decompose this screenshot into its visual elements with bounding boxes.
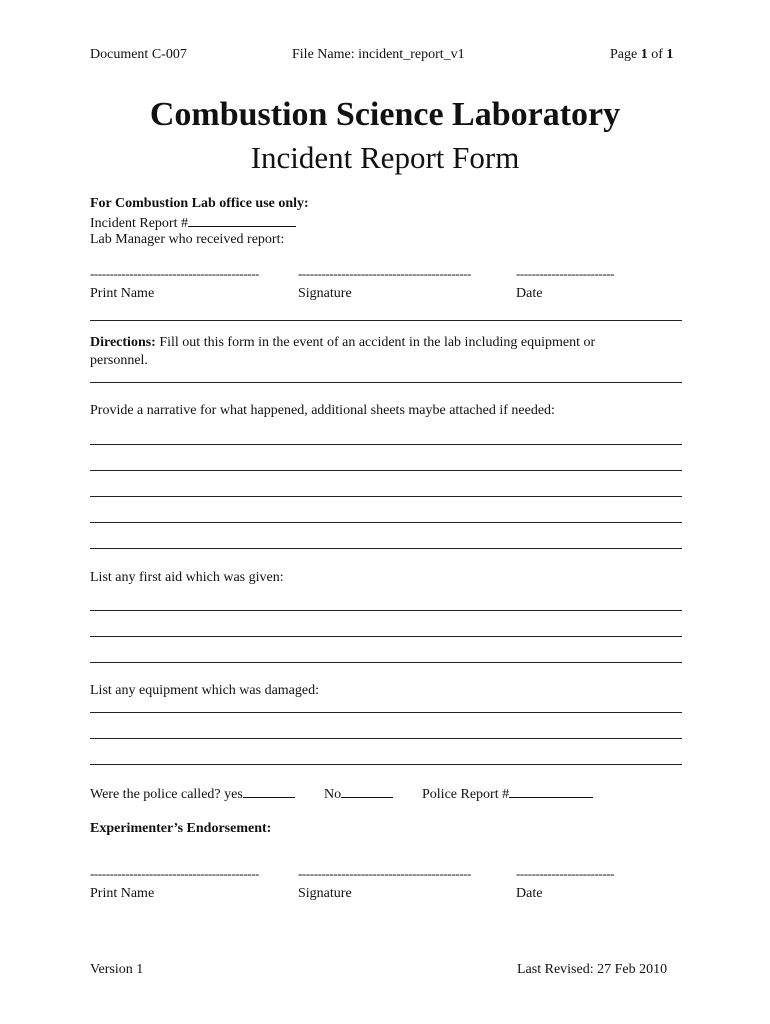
police-question: Were the police called? yes [90, 787, 243, 802]
office-use-heading: For Combustion Lab office use only: [90, 196, 309, 211]
narrative-line[interactable] [90, 444, 682, 445]
narrative-line[interactable] [90, 470, 682, 471]
date-dashes: ------------------------- [516, 866, 615, 881]
narrative-line[interactable] [90, 522, 682, 523]
directions-label: Directions: [90, 335, 156, 350]
police-yes-field[interactable] [243, 785, 295, 798]
equipment-line[interactable] [90, 738, 682, 739]
first-aid-prompt: List any first aid which was given: [90, 570, 284, 585]
directions-line1 [90, 335, 595, 351]
document-id: Document C-007 [90, 47, 187, 62]
date-label: Date [516, 886, 543, 901]
endorsement-heading: Experimenter’s Endorsement: [90, 821, 272, 836]
page-current: 1 [640, 47, 648, 62]
equipment-prompt: List any equipment which was damaged: [90, 683, 319, 698]
directions-line2: personnel. [90, 353, 148, 368]
police-report-label: Police Report # [422, 787, 510, 802]
signature-label: Signature [298, 286, 352, 301]
police-no-label: No [324, 787, 342, 802]
page-indicator [610, 47, 673, 63]
print-name-label: Print Name [90, 886, 155, 901]
narrative-line[interactable] [90, 548, 682, 549]
first-aid-line[interactable] [90, 636, 682, 637]
first-aid-line[interactable] [90, 610, 682, 611]
page-title: Combustion Science Laboratory [149, 96, 621, 133]
police-called-row [90, 785, 295, 803]
police-no-row [324, 785, 393, 803]
incident-report-label: Incident Report # [90, 216, 188, 231]
signature-dashes: -------------------------------------------- [298, 866, 471, 881]
last-revised: Last Revised: 27 Feb 2010 [517, 962, 668, 977]
police-report-field[interactable] [509, 785, 593, 798]
equipment-line[interactable] [90, 764, 682, 765]
incident-report-field[interactable] [188, 214, 296, 227]
police-no-field[interactable] [341, 785, 393, 798]
police-report-row [422, 785, 593, 803]
file-name: File Name: incident_report_v1 [292, 47, 465, 62]
directions-text: Fill out this form in the event of an accident in the lab including equipment or [155, 335, 596, 350]
date-label: Date [516, 286, 543, 301]
print-name-dashes: ------------------------------------------- [90, 866, 259, 881]
page-prefix: Page [610, 47, 641, 62]
narrative-prompt: Provide a narrative for what happened, additional sheets maybe attached if needed: [90, 403, 555, 418]
version-label: Version 1 [90, 962, 144, 977]
lab-manager-label: Lab Manager who received report: [90, 232, 285, 247]
page-total: 1 [666, 47, 674, 62]
equipment-line[interactable] [90, 712, 682, 713]
incident-report-number [90, 214, 296, 232]
signature-label: Signature [298, 886, 352, 901]
print-name-label: Print Name [90, 286, 155, 301]
page-subtitle: Incident Report Form [250, 140, 520, 175]
section-divider [90, 382, 682, 383]
date-dashes: ------------------------- [516, 266, 615, 281]
signature-dashes: -------------------------------------------- [298, 266, 471, 281]
section-divider [90, 320, 682, 321]
first-aid-line[interactable] [90, 662, 682, 663]
page-of: of [647, 47, 667, 62]
narrative-line[interactable] [90, 496, 682, 497]
print-name-dashes: ------------------------------------------- [90, 266, 259, 281]
